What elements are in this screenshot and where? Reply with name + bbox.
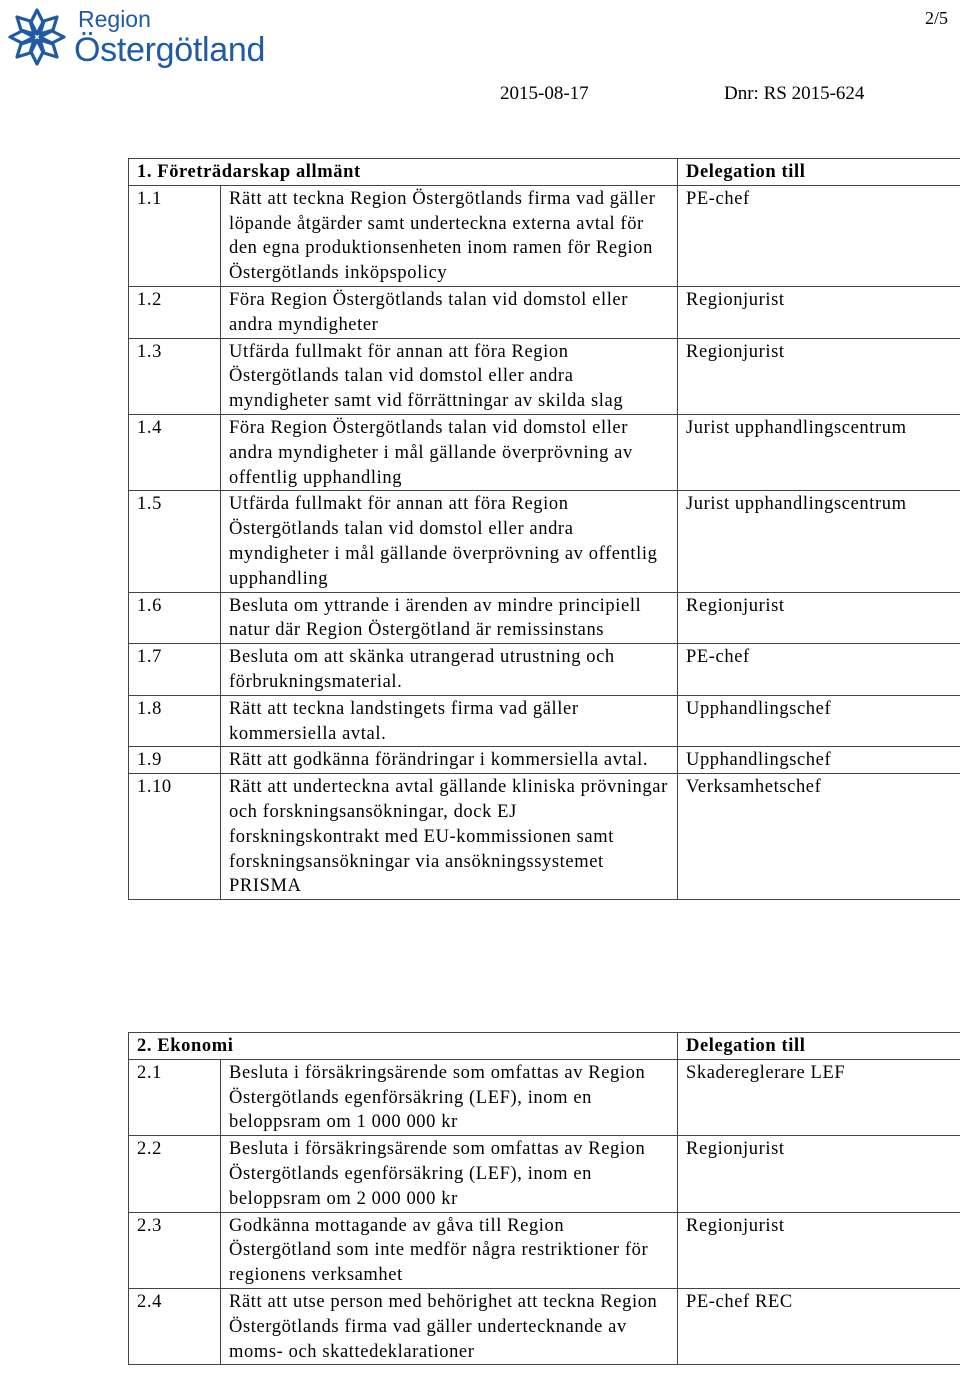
row-delegate: Jurist upphandlingscentrum [678, 414, 960, 490]
row-delegate: Jurist upphandlingscentrum [678, 491, 960, 592]
row-text: Besluta om yttrande i ärenden av mindre principiell natur där Region Östergötland är remissinstans [221, 592, 678, 644]
table-row [129, 1059, 960, 1135]
table-header-row [129, 1033, 960, 1060]
row-delegate: PE-chef REC [678, 1288, 960, 1364]
page-number: 2/5 [924, 8, 948, 28]
section-title: 2. Ekonomi [129, 1033, 678, 1060]
delegation-table-ekonomi [128, 1032, 960, 1365]
table-row [129, 338, 960, 414]
row-delegate: Regionjurist [678, 1136, 960, 1212]
table-row [129, 774, 960, 900]
row-text: Utfärda fullmakt för annan att föra Region Östergötlands talan vid domstol eller andra myndigheter samt vid förrättningar av skilda slag [221, 338, 678, 414]
row-number: 1.1 [129, 185, 221, 286]
row-number: 2.4 [129, 1288, 221, 1364]
document-date: 2015-08-17 [500, 83, 589, 104]
table-row [129, 644, 960, 696]
row-delegate: Regionjurist [678, 592, 960, 644]
row-delegate: Upphandlingschef [678, 695, 960, 747]
row-text: Rätt att godkänna förändringar i kommersiella avtal. [221, 747, 678, 774]
row-text: Besluta i försäkringsärende som omfattas av Region Östergötlands egenförsäkring (LEF), inom en beloppsram om 2 000 000 kr [221, 1136, 678, 1212]
row-number: 1.5 [129, 491, 221, 592]
row-number: 2.1 [129, 1059, 221, 1135]
row-text: Föra Region Östergötlands talan vid domstol eller andra myndigheter i mål gällande överprövning av offentlig upphandling [221, 414, 678, 490]
row-number: 1.6 [129, 592, 221, 644]
table-row [129, 491, 960, 592]
row-text: Besluta om att skänka utrangerad utrustning och förbrukningsmaterial. [221, 644, 678, 696]
delegation-header: Delegation till [678, 159, 960, 186]
table-row [129, 1288, 960, 1364]
table-row [129, 1212, 960, 1288]
table-row [129, 747, 960, 774]
row-number: 1.10 [129, 774, 221, 900]
row-text: Rätt att utse person med behörighet att teckna Region Östergötlands firma vad gäller undertecknande av moms- och skattedeklarationer [221, 1288, 678, 1364]
row-text: Godkänna mottagande av gåva till Region Östergötland som inte medför några restriktioner för regionens verksamhet [221, 1212, 678, 1288]
delegation-header: Delegation till [678, 1033, 960, 1060]
row-delegate: Regionjurist [678, 338, 960, 414]
row-number: 2.2 [129, 1136, 221, 1212]
table-row [129, 695, 960, 747]
section-title: 1. Företrädarskap allmänt [129, 159, 678, 186]
row-delegate: PE-chef [678, 185, 960, 286]
row-delegate: Regionjurist [678, 286, 960, 338]
document-dnr: Dnr: RS 2015-624 [724, 83, 865, 104]
logo-line1: Region [78, 6, 151, 32]
delegation-table-foretradarskap [128, 158, 960, 900]
row-number: 2.3 [129, 1212, 221, 1288]
row-delegate: Upphandlingschef [678, 747, 960, 774]
table-row [129, 414, 960, 490]
row-delegate: PE-chef [678, 644, 960, 696]
row-text: Föra Region Östergötlands talan vid domstol eller andra myndigheter [221, 286, 678, 338]
row-text: Utfärda fullmakt för annan att föra Region Östergötlands talan vid domstol eller andra myndigheter i mål gällande överprövning av offentlig upphandling [221, 491, 678, 592]
row-text: Rätt att underteckna avtal gällande kliniska prövningar och forskningsansökningar, dock EJ forskningskontrakt med EU-kommissionen samt forskningsansökningar via ansökningssystemet PRISMA [221, 774, 678, 900]
logo-line2: Östergötland [74, 31, 266, 69]
row-number: 1.4 [129, 414, 221, 490]
row-delegate: Verksamhetschef [678, 774, 960, 900]
row-number: 1.3 [129, 338, 221, 414]
row-number: 1.9 [129, 747, 221, 774]
table-row [129, 592, 960, 644]
row-delegate: Regionjurist [678, 1212, 960, 1288]
region-ostergotland-logo [6, 6, 268, 72]
row-text: Besluta i försäkringsärende som omfattas av Region Östergötlands egenförsäkring (LEF), inom en beloppsram om 1 000 000 kr [221, 1059, 678, 1135]
row-text: Rätt att teckna Region Östergötlands firma vad gäller löpande åtgärder samt underteckna externa avtal för den egna produktionsenheten inom ramen för Region Östergötlands inköpspolicy [221, 185, 678, 286]
table-row [129, 286, 960, 338]
row-number: 1.8 [129, 695, 221, 747]
row-number: 1.7 [129, 644, 221, 696]
table-header-row [129, 159, 960, 186]
row-delegate: Skadereglerare LEF [678, 1059, 960, 1135]
row-number: 1.2 [129, 286, 221, 338]
row-text: Rätt att teckna landstingets firma vad gäller kommersiella avtal. [221, 695, 678, 747]
table-row [129, 185, 960, 286]
region-emblem-icon [6, 6, 68, 68]
table-row [129, 1136, 960, 1212]
